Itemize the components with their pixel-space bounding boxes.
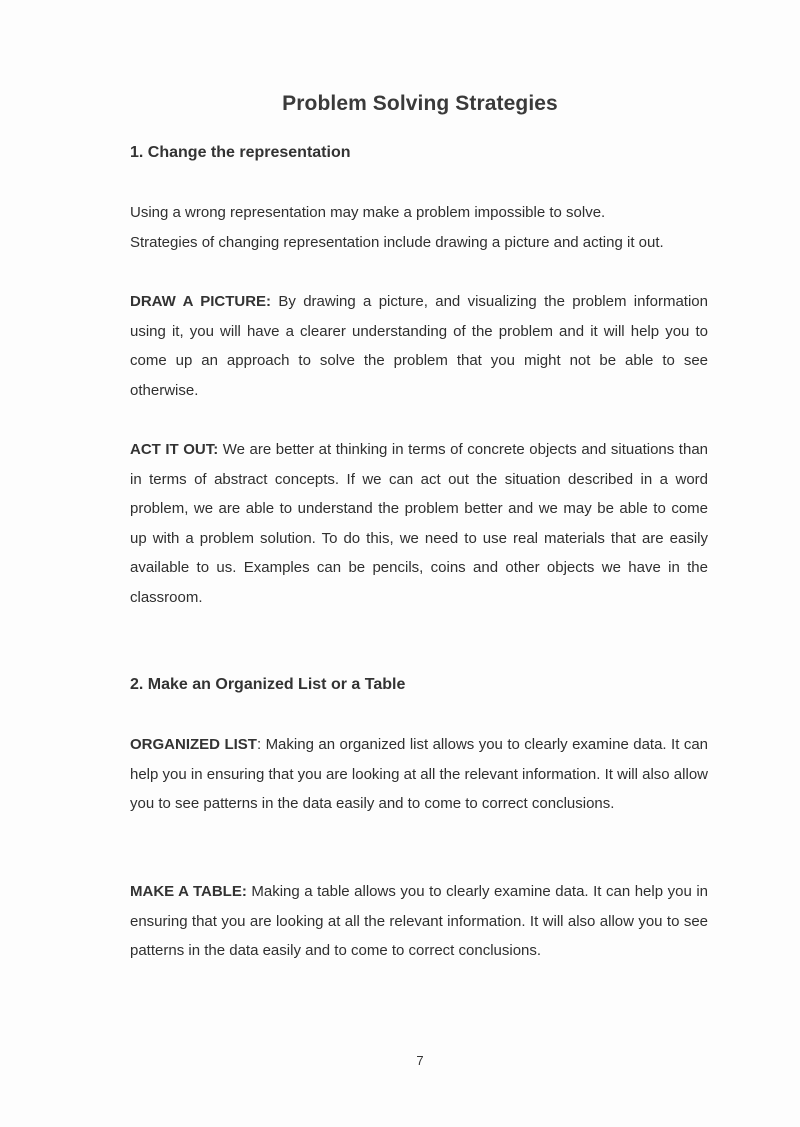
intro-line: Strategies of changing representation include drawing a picture and acting it out. [130, 233, 664, 251]
lead-organized-list: ORGANIZED LIST [130, 736, 257, 753]
paragraph-draw-a-picture [130, 287, 708, 405]
section-heading-change-representation: 1. Change the representation [130, 144, 351, 161]
page-title: Problem Solving Strategies [282, 92, 558, 115]
paragraph-intro-representation [130, 198, 730, 257]
paragraph-act-it-out [130, 435, 708, 612]
text-draw-a-picture: By drawing a picture, and visualizing the problem information using it, you will have a clearer understanding of the problem and it will help you to come up an approach to solve the problem that you might not be able to see otherwise. [130, 293, 708, 399]
lead-act-it-out: ACT IT OUT: [130, 441, 219, 458]
page-number: 7 [416, 1053, 424, 1068]
lead-draw-a-picture: DRAW A PICTURE: [130, 293, 272, 310]
text-make-a-table: Making a table allows you to clearly examine data. It can help you in ensuring that you are looking at all the relevant information. It will also allow you to see patterns in the data easily and to come to correct conclusions. [130, 883, 708, 959]
text-organized-list: : Making an organized list allows you to clearly examine data. It can help you in ensuring that you are looking at all the relevant information. It will also allow you to see patterns in the data easily and to come to correct conclusions. [130, 736, 708, 812]
section-heading-organized-list-table: 2. Make an Organized List or a Table [130, 676, 406, 693]
text-act-it-out: We are better at thinking in terms of concrete objects and situations than in terms of abstract concepts. If we can act out the situation described in a word problem, we are able to understand the problem better and we may be able to come up with a problem solution. To do this, we need to use real materials that are easily available to us. Examples can be pencils, coins and other objects we have in the classroom. [130, 441, 709, 606]
intro-line: Using a wrong representation may make a problem impossible to solve. [130, 204, 606, 221]
lead-make-a-table: MAKE A TABLE: [130, 883, 247, 900]
paragraph-organized-list [130, 730, 708, 819]
paragraph-make-a-table [130, 877, 708, 966]
